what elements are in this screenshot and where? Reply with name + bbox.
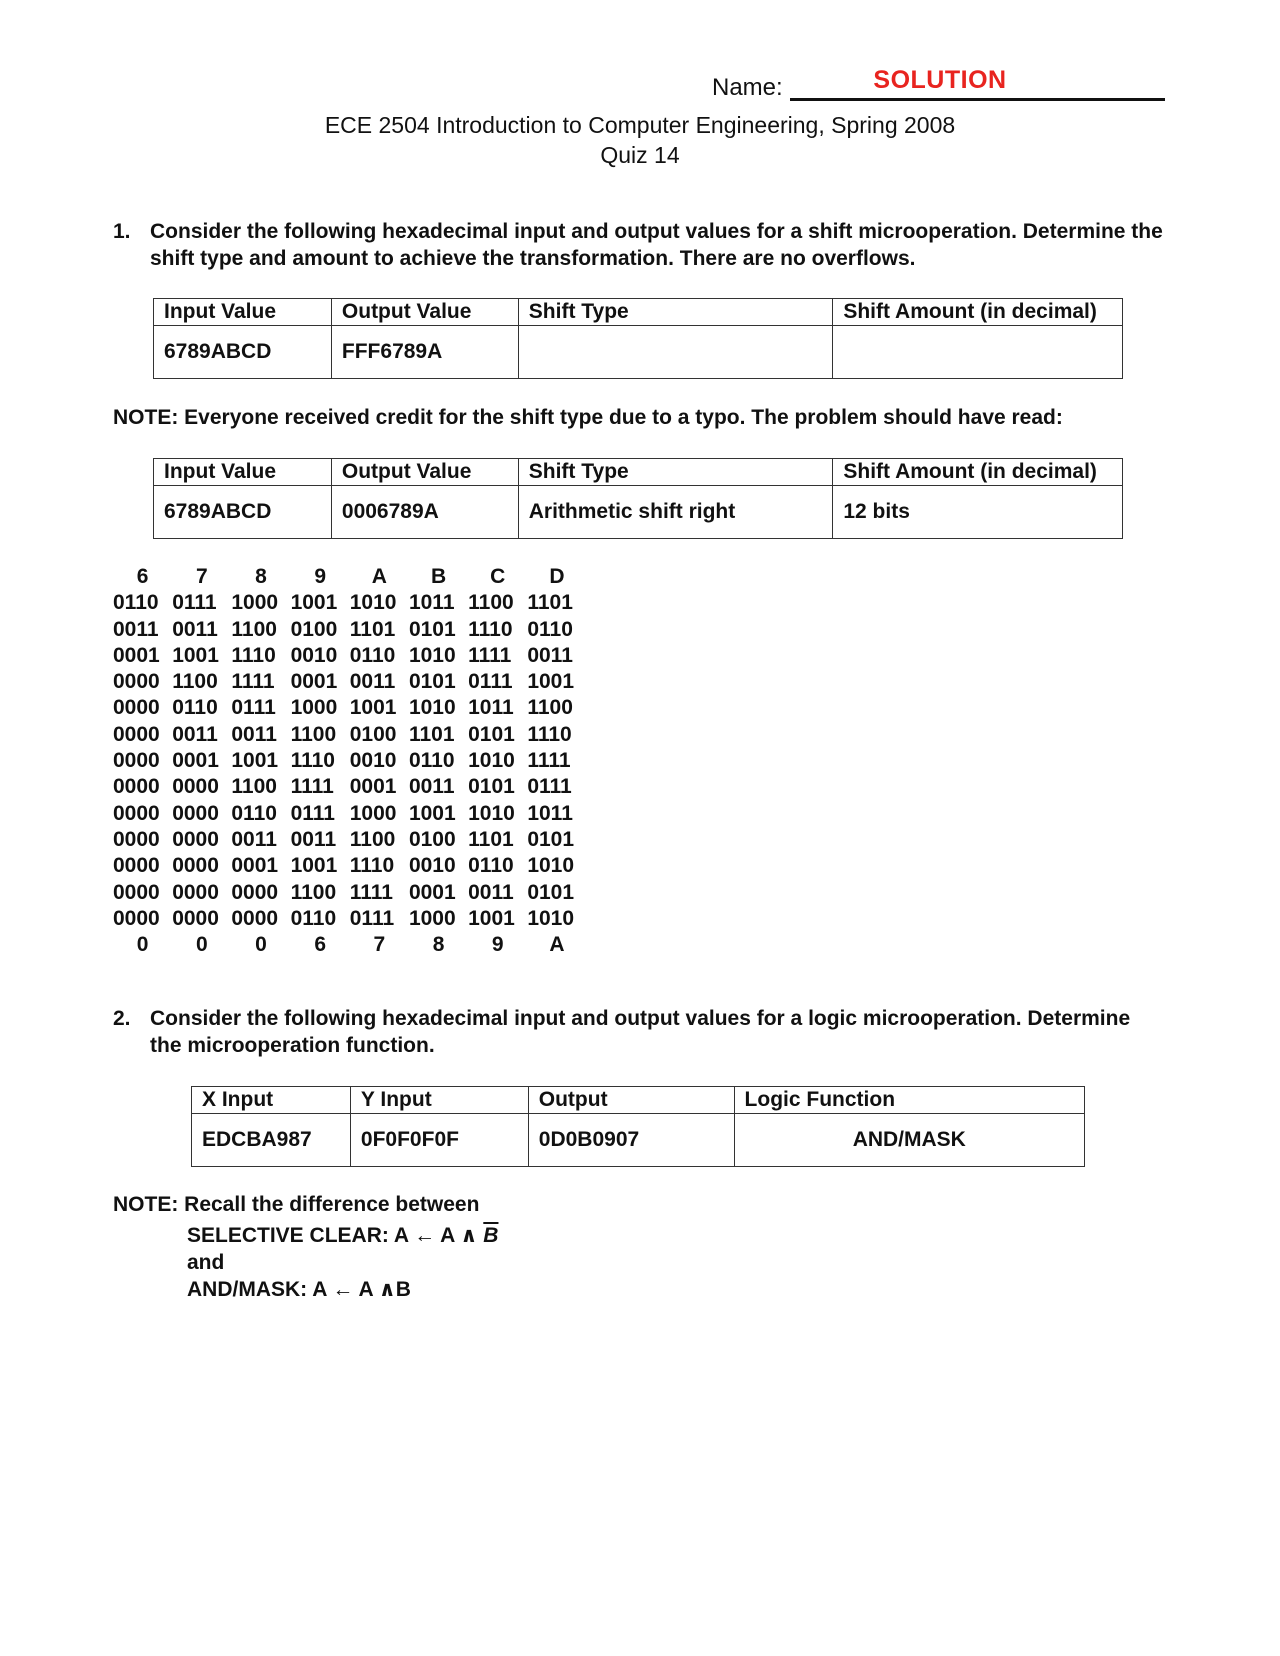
binary-nibble: 1000 — [349, 801, 397, 825]
binary-nibble: 1011 — [468, 696, 514, 720]
title-block — [0, 110, 1280, 170]
header-output-value: Output Value — [331, 299, 518, 326]
binary-row — [113, 695, 587, 721]
cell-shift-amount — [833, 326, 1123, 379]
selective-clear-line — [187, 1222, 498, 1249]
hex-digit: 8 — [432, 933, 445, 957]
binary-nibble: 0110 — [408, 749, 455, 773]
course-title: ECE 2504 Introduction to Computer Engineering, Spring 2008 — [324, 112, 956, 138]
binary-nibble: 1100 — [468, 591, 514, 615]
binary-nibble: 1010 — [408, 696, 456, 720]
binary-nibble: 0000 — [113, 775, 160, 799]
binary-nibble: 0000 — [172, 854, 219, 878]
binary-nibble: 1001 — [290, 854, 338, 878]
binary-nibble: 0000 — [113, 670, 160, 694]
binary-nibble: 1001 — [349, 696, 397, 720]
binary-nibble: 1110 — [527, 722, 572, 746]
binary-row — [113, 853, 587, 879]
cell-logic-function: AND/MASK — [734, 1114, 1084, 1167]
binary-nibble: 0000 — [172, 775, 219, 799]
binary-nibble: 1101 — [349, 617, 396, 641]
binary-nibble: 0110 — [290, 906, 337, 930]
binary-nibble: 0111 — [527, 775, 572, 799]
logic-table — [191, 1086, 1085, 1167]
binary-nibble: 1011 — [408, 591, 455, 615]
binary-nibble: 1001 — [231, 749, 279, 773]
header-shift-amount: Shift Amount (in decimal) — [833, 299, 1123, 326]
binary-nibble: 0111 — [349, 906, 395, 930]
binary-nibble: 0001 — [408, 880, 456, 904]
binary-nibble: 1100 — [349, 827, 396, 851]
question-2-number: 2. — [113, 1007, 131, 1030]
cell-input-value: 6789ABCD — [154, 326, 332, 379]
binary-nibble: 1101 — [408, 722, 455, 746]
binary-nibble: 0011 — [231, 722, 277, 746]
binary-nibble: 1111 — [527, 749, 571, 773]
binary-nibble: 0100 — [349, 722, 397, 746]
hex-digit: D — [549, 565, 565, 588]
binary-nibble: 1001 — [468, 906, 515, 930]
binary-nibble: 0110 — [527, 617, 573, 641]
recall-heading: NOTE: Recall the difference between — [113, 1193, 480, 1216]
logic-table-header — [192, 1087, 1085, 1114]
question-2 — [113, 1005, 1163, 1059]
binary-row — [113, 880, 587, 906]
binary-row — [113, 669, 587, 695]
binary-nibble: 0001 — [231, 854, 279, 878]
table-row — [154, 326, 1123, 379]
binary-work — [113, 564, 587, 958]
binary-nibble: 0000 — [172, 906, 219, 930]
binary-nibble: 0000 — [113, 854, 160, 878]
cell-output: 0D0B0907 — [528, 1114, 734, 1167]
binary-nibble: 1011 — [527, 801, 573, 825]
binary-nibble: 1111 — [349, 880, 393, 904]
binary-nibble: 0111 — [468, 670, 513, 694]
name-value: SOLUTION — [873, 66, 1007, 94]
binary-nibble: 1101 — [527, 591, 573, 615]
shift-table — [153, 298, 1123, 379]
binary-nibble: 1110 — [231, 643, 276, 667]
binary-row — [113, 774, 587, 800]
b-complement: $\overline{B}$ — [483, 1224, 499, 1247]
binary-nibble: 0101 — [408, 670, 456, 694]
quiz-title: Quiz 14 — [600, 142, 680, 168]
header-y-input: Y Input — [350, 1087, 528, 1114]
binary-nibble: 1010 — [468, 749, 515, 773]
binary-nibble: 0101 — [408, 617, 456, 641]
binary-nibble: 0101 — [468, 722, 515, 746]
binary-nibble: 0001 — [172, 749, 219, 773]
hex-digit: 8 — [255, 565, 267, 588]
binary-nibble: 1010 — [349, 591, 397, 615]
header-shift-amount: Shift Amount (in decimal) — [833, 459, 1123, 486]
binary-nibble: 0000 — [113, 801, 160, 825]
name-underline — [790, 98, 1165, 101]
binary-nibble: 0010 — [408, 854, 456, 878]
binary-nibble: 1110 — [468, 617, 513, 641]
binary-nibble: 0101 — [527, 880, 575, 904]
binary-nibble: 0000 — [113, 722, 160, 746]
binary-nibble: 0011 — [349, 670, 396, 694]
hex-digit: 9 — [314, 565, 326, 588]
header-x-input: X Input — [192, 1087, 351, 1114]
and-word: and — [187, 1251, 225, 1274]
binary-nibble: 0011 — [468, 880, 514, 904]
binary-nibble: 0011 — [231, 827, 277, 851]
hex-top-row — [113, 564, 587, 590]
binary-nibble: 0011 — [172, 617, 218, 641]
binary-row — [113, 827, 587, 853]
and-mask-line: AND/MASK: A ← A ∧B — [187, 1278, 411, 1301]
binary-nibble: 0110 — [231, 801, 277, 825]
binary-nibble: 0101 — [527, 827, 575, 851]
hex-digit: 0 — [195, 933, 208, 957]
hex-digit: 9 — [491, 933, 504, 957]
question-1 — [113, 218, 1163, 272]
header-shift-type: Shift Type — [518, 459, 833, 486]
binary-nibble: 1100 — [172, 670, 218, 694]
binary-nibble: 1010 — [468, 801, 515, 825]
binary-nibble: 0101 — [468, 775, 515, 799]
binary-nibble: 0110 — [113, 591, 159, 615]
cell-shift-type: Arithmetic shift right — [518, 486, 833, 539]
binary-nibble: 0011 — [172, 722, 218, 746]
binary-nibble: 1010 — [527, 854, 575, 878]
binary-nibble: 1100 — [290, 722, 337, 746]
question-1-text: Consider the following hexadecimal input and output values for a shift microoperation. Determine the shift type and amount to achieve the transformation. There are no overflows. — [150, 220, 1163, 270]
cell-x-input: EDCBA987 — [192, 1114, 351, 1167]
binary-row — [113, 801, 587, 827]
binary-nibble: 1110 — [349, 854, 395, 878]
binary-nibble: 1111 — [290, 775, 334, 799]
binary-nibble: 0011 — [290, 827, 337, 851]
binary-nibble: 1111 — [468, 643, 512, 667]
header-shift-type: Shift Type — [518, 299, 833, 326]
binary-nibble: 1001 — [172, 643, 219, 667]
cell-input-value: 6789ABCD — [154, 486, 332, 539]
binary-nibble: 0011 — [527, 643, 573, 667]
hex-digit: A — [371, 565, 387, 588]
binary-nibble: 0110 — [172, 696, 218, 720]
hex-digit: 7 — [195, 565, 208, 588]
binary-nibble: 1001 — [290, 591, 338, 615]
table-row — [192, 1114, 1085, 1167]
header-output: Output — [528, 1087, 734, 1114]
binary-nibble: 1000 — [290, 696, 338, 720]
table-row — [154, 486, 1123, 539]
cell-y-input: 0F0F0F0F — [350, 1114, 528, 1167]
hex-bottom-row — [113, 932, 587, 958]
binary-nibble: 1000 — [231, 591, 279, 615]
hex-digit: 0 — [255, 933, 267, 957]
header-input-value: Input Value — [154, 299, 332, 326]
name-label: Name: — [712, 74, 783, 101]
cell-shift-type — [518, 326, 833, 379]
binary-nibble: 1111 — [231, 670, 275, 694]
binary-nibble: 0010 — [290, 643, 338, 667]
binary-nibble: 0111 — [172, 591, 217, 615]
selective-clear-text: SELECTIVE CLEAR: A ← A ∧ — [187, 1224, 484, 1247]
header-logic-function: Logic Function — [734, 1087, 1084, 1114]
binary-nibble: 0000 — [113, 906, 160, 930]
binary-nibble: 1010 — [527, 906, 575, 930]
binary-nibble: 0000 — [231, 880, 279, 904]
question-1-number: 1. — [113, 220, 131, 243]
binary-row — [113, 590, 587, 616]
binary-row — [113, 643, 587, 669]
binary-nibble: 0011 — [113, 617, 159, 641]
binary-nibble: 0011 — [408, 775, 455, 799]
binary-nibble: 0000 — [113, 696, 160, 720]
binary-nibble: 0000 — [113, 827, 160, 851]
binary-nibble: 0100 — [408, 827, 456, 851]
binary-nibble: 1100 — [231, 617, 277, 641]
binary-nibble: 1001 — [408, 801, 456, 825]
binary-nibble: 1000 — [408, 906, 456, 930]
binary-nibble: 0111 — [290, 801, 335, 825]
binary-nibble: 0001 — [290, 670, 338, 694]
corrected-shift-table — [153, 458, 1123, 539]
binary-nibble: 0000 — [172, 880, 219, 904]
binary-rows — [113, 590, 587, 932]
binary-row — [113, 722, 587, 748]
binary-nibble: 0110 — [468, 854, 514, 878]
hex-digit: A — [549, 933, 565, 957]
question-2-text: Consider the following hexadecimal input and output values for a logic microoperation. Determine the microoperation function. — [150, 1007, 1131, 1057]
binary-nibble: 1100 — [231, 775, 277, 799]
binary-row — [113, 617, 587, 643]
binary-nibble: 0000 — [172, 801, 219, 825]
name-row — [712, 66, 1172, 102]
hex-digit: C — [490, 565, 506, 588]
hex-digit: 6 — [314, 933, 326, 957]
typo-note: NOTE: Everyone received credit for the shift type due to a typo. The problem should have read: — [113, 406, 1063, 429]
binary-nibble: 1010 — [408, 643, 456, 667]
binary-nibble: 1101 — [468, 827, 514, 851]
hex-digit: 6 — [136, 565, 149, 588]
binary-nibble: 0010 — [349, 749, 397, 773]
binary-nibble: 0111 — [231, 696, 276, 720]
hex-digit: 7 — [373, 933, 386, 957]
binary-nibble: 0001 — [349, 775, 397, 799]
hex-digit: B — [430, 565, 447, 588]
binary-nibble: 1110 — [290, 749, 335, 773]
shift-table-header — [154, 299, 1123, 326]
binary-nibble: 1100 — [527, 696, 573, 720]
header-input-value: Input Value — [154, 459, 332, 486]
binary-nibble: 1100 — [290, 880, 337, 904]
binary-nibble: 0000 — [231, 906, 279, 930]
binary-nibble: 0000 — [172, 827, 219, 851]
header-output-value: Output Value — [331, 459, 518, 486]
cell-shift-amount: 12 bits — [833, 486, 1123, 539]
recall-note — [113, 1191, 498, 1303]
cell-output-value: FFF6789A — [331, 326, 518, 379]
cell-output-value: 0006789A — [331, 486, 518, 539]
binary-nibble: 1001 — [527, 670, 575, 694]
corrected-table-header — [154, 459, 1123, 486]
binary-row — [113, 906, 587, 932]
binary-nibble: 0000 — [113, 749, 160, 773]
binary-row — [113, 748, 587, 774]
binary-nibble: 0110 — [349, 643, 396, 667]
binary-nibble: 0100 — [290, 617, 338, 641]
binary-nibble: 0001 — [113, 643, 160, 667]
binary-nibble: 0000 — [113, 880, 160, 904]
hex-digit: 0 — [136, 933, 149, 957]
